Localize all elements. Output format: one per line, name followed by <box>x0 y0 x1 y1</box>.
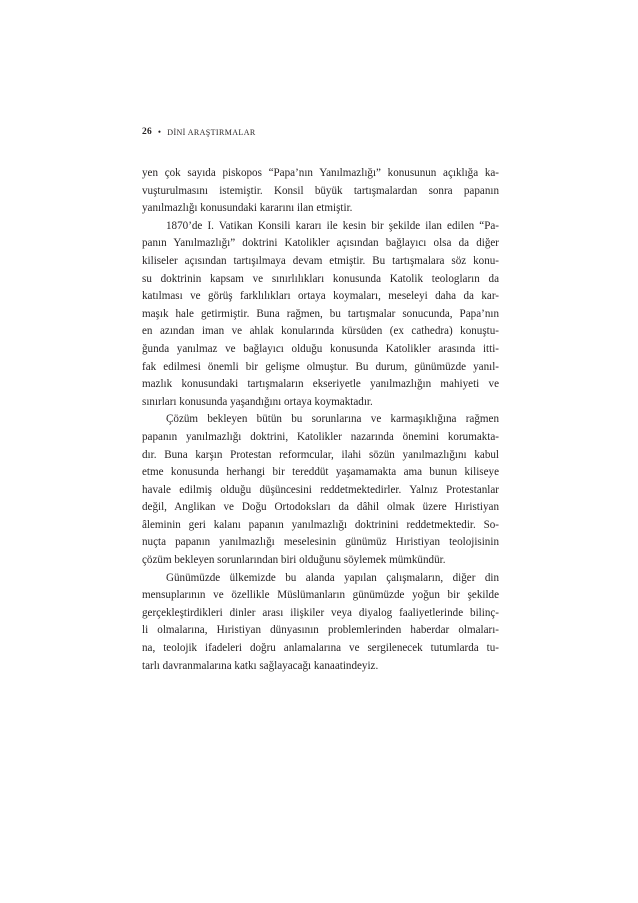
text-line: li olmalarına, Hıristiyan dünyasının problemlerinden haberdar olmaları- <box>142 624 499 637</box>
text-line: nuçta papanın yanılmazlığı meselesinin günümüz Hıristiyan teolojisinin <box>142 536 499 549</box>
text-line: havale edilmiş olduğu düşüncesini reddetmektedirler. Yalnız Protestanlar <box>142 483 499 496</box>
bullet-separator: • <box>157 127 162 137</box>
text-line: en azından iman ve ahlak konularında kürsüden (ex cathedra) konuştu- <box>142 325 499 338</box>
text-line: katılması ve görüş farklılıkları ortaya koymaları, meseleyi daha da kar- <box>142 290 499 303</box>
text-line: fak edilmesi önemli bir gelişme olmuştur. Bu durum, günümüzde yanıl- <box>142 360 499 373</box>
text-line: ğunda yanılmaz ve bağlayıcı olduğu konusunda Katolikler arasında itti- <box>142 342 499 355</box>
text-line: etme konusunda herhangi bir tereddüt yaşamamakta ama bunun kiliseye <box>142 466 499 479</box>
text-line: 1870’de I. Vatikan Konsili kararı ile kesin bir şekilde ilan edilen “Pa- <box>166 219 499 232</box>
text-line: değil, Anglikan ve Doğu Ortodoksları da dâhil olmak üzere Hıristiyan <box>142 501 499 514</box>
text-line: tarlı davranmalarına katkı sağlayacağı kanaatindeyiz. <box>142 659 379 672</box>
running-head <box>142 127 256 137</box>
text-line: yanılmazlığı konusundaki kararını ilan etmiştir. <box>142 202 353 215</box>
body-text <box>142 165 499 675</box>
text-line: Çözüm bekleyen bütün bu sorunlarına ve karmaşıklığına rağmen <box>166 413 499 426</box>
text-line: maşık hale getirmiştir. Buna rağmen, bu tartışmalar sonucunda, Papa’nın <box>142 307 499 320</box>
text-line: çözüm bekleyen sorunlarından biri olduğunu söylemek mümkündür. <box>142 554 446 567</box>
text-line: mazlık konusundaki tartışmaların ekseriyetle yanılmazlığın mahiyeti ve <box>142 378 499 391</box>
text-line: kiliseler açısından tartışılmaya devam etmiştir. Bu tartışmalara söz konu- <box>142 254 499 267</box>
text-line: vuşturulmasını istemiştir. Konsil büyük tartışmalardan sonra papanın <box>142 184 499 197</box>
text-line: sınırları konusunda yaşandığını ortaya koymaktadır. <box>142 395 373 408</box>
text-line: na, teolojik ifadeleri doğru anlamalarına ve sergilenecek tutumlarda tu- <box>142 642 499 655</box>
text-line: papanın yanılmazlığı doktrini, Katolikler nazarında önemini korumakta- <box>142 430 499 443</box>
text-line: su doktrinin kapsam ve sınırlılıkları konusunda Katolik teologların da <box>142 272 499 285</box>
text-line: gerçekleştirdikleri dinler arası ilişkiler veya diyalog faaliyetlerinde bilinç- <box>142 606 499 619</box>
text-line: panın Yanılmazlığı” doktrini Katolikler açısından bağlayıcı olsa da diğer <box>142 237 499 250</box>
text-line: Günümüzde ülkemizde bu alanda yapılan çalışmaların, diğer din <box>166 571 499 584</box>
text-line: yen çok sayıda piskopos “Papa’nın Yanılmazlığı” konusunun açıklığa ka- <box>142 167 499 179</box>
text-line: âleminin geri kalanı papanın yanılmazlığı doktrinini reddetmektedir. So- <box>142 518 499 531</box>
section-title: DİNİ ARAŞTIRMALAR <box>167 127 256 137</box>
page-number: 26 <box>142 127 152 137</box>
text-line: mensuplarının ve özellikle Müslümanların günümüzde yoğun bir şekilde <box>142 589 499 602</box>
text-line: dır. Buna karşın Protestan reformcular, ilahi sözün yanılmazlığını kabul <box>142 448 499 461</box>
